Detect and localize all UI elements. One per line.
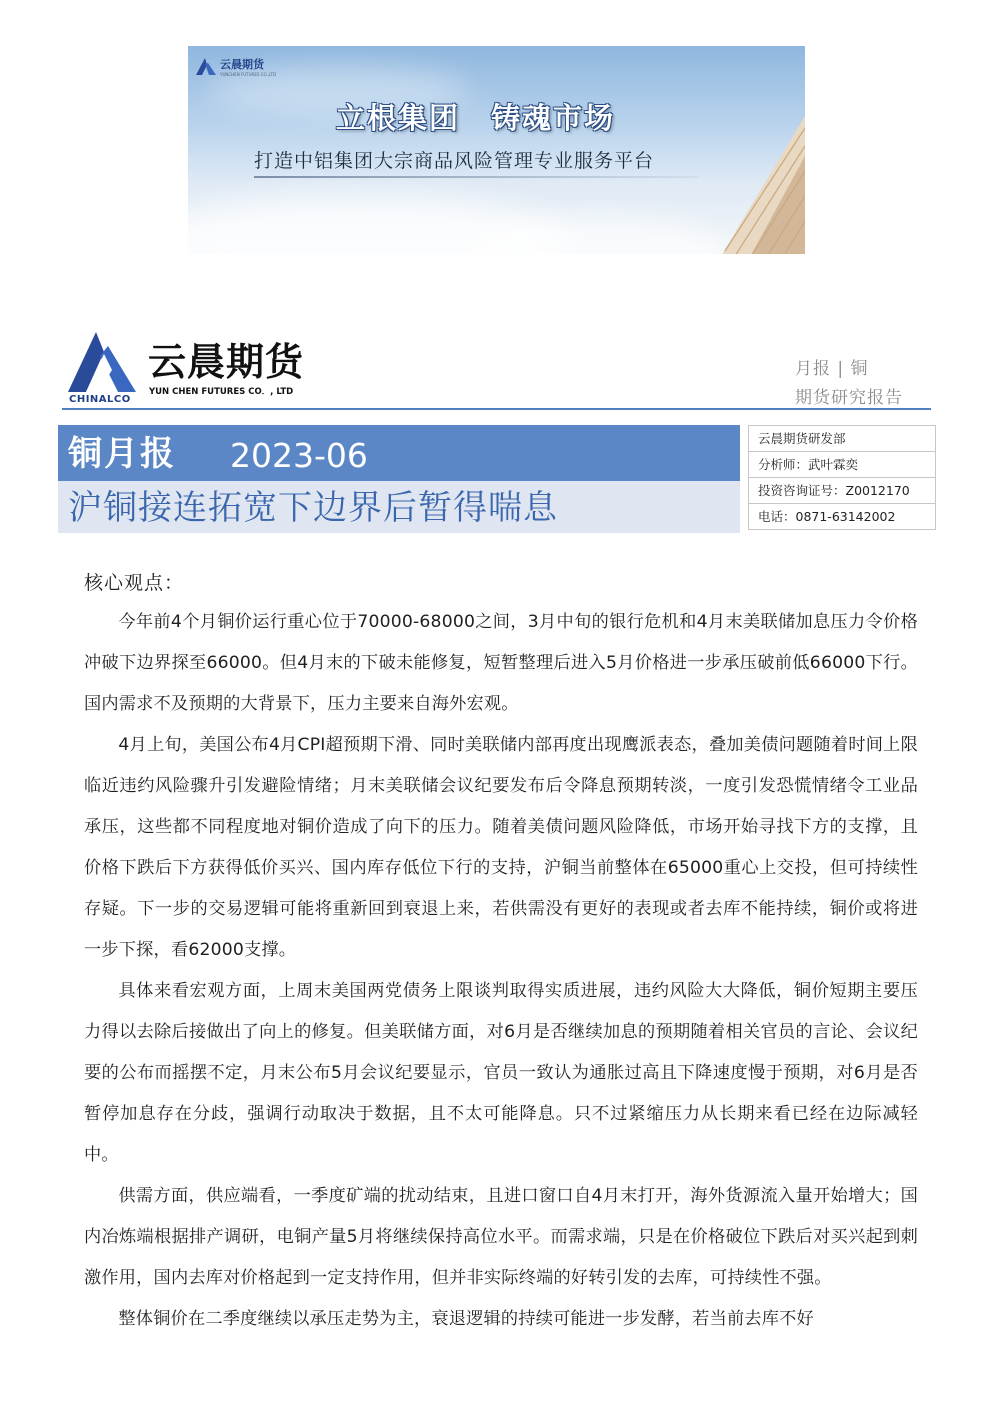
header-divider — [62, 408, 931, 410]
body-paragraph: 4月上旬，美国公布4月CPI超预期下滑、同时美联储内部再度出现鹰派表态，叠加美债问题随着时间上限临近违约风险骤升引发避险情绪；月末美联储会议纪要发布后令降息预期转淡，一度引发恐慌情绪令工业品承压，这些都不同程度地对铜价造成了向下的压力。随着美债问题风险降低，市场开始寻找下方的支撑，且价格下跌后下方获得低价买兴、国内库存低位下行的支持，沪铜当前整体在65000重心上交投，但可持续性存疑。下一步的交易逻辑可能将重新回到衰退上来，若供需没有更好的表现或者去库不能持续，铜价或将进一步下探，看62000支撑。 — [84, 735, 918, 960]
banner-subtitle: 打造中铝集团大宗商品风险管理专业服务平台 — [254, 150, 655, 172]
license-number: 投资咨询证号：Z0012170 — [749, 478, 935, 504]
body-paragraph: 具体来看宏观方面，上周末美国两党债务上限谈判取得实质进展，违约风险大大降低，铜价短期主要压力得以去除后接做出了向上的修复。但美联储方面，对6月是否继续加息的预期随着相关官员的言论、会议纪要的公布而摇摆不定，月末公布5月会议纪要显示，官员一致认为通胀过高且下降速度慢于预期，对6月是否暂停加息存在分歧，强调行动取决于数据，且不太可能降息。只不过紧缩压力从长期来看已经在边际减轻中。 — [84, 981, 918, 1165]
banner-logo-text: 云晨期货 — [220, 58, 264, 71]
banner-logo — [196, 56, 276, 77]
logo-english-text: CHINALCO — [69, 394, 131, 405]
report-title: 铜月报 — [68, 434, 176, 474]
body-paragraph: 整体铜价在二季度继续以承压走势为主，衰退逻辑的持续可能进一步发酵，若当前去库不好 — [118, 1309, 814, 1329]
report-type: 月报 | 铜 — [795, 359, 869, 379]
analyst-info-box — [748, 425, 936, 530]
body-paragraph: 供需方面，供应端看，一季度矿端的扰动结束，且进口窗口自4月末打开，海外货源流入量开始增大；国内冶炼端根据排产调研，电铜产量5月将继续保持高位水平。而需求端，只是在价格破位下跌后对买兴起到刺激作用，国内去库对价格起到一定支持作用，但并非实际终端的好转引发的去库，可持续性不强。 — [84, 1186, 918, 1288]
core-view-heading: 核心观点： — [84, 572, 185, 594]
analyst-name: 分析师：武叶霖奕 — [749, 452, 935, 478]
report-category: 期货研究报告 — [795, 388, 903, 408]
report-subtitle: 沪铜接连拓宽下边界后暂得喘息 — [68, 488, 558, 528]
phone-number: 电话：0871-63142002 — [758, 509, 896, 524]
top-banner — [188, 46, 805, 254]
report-body — [84, 602, 918, 1358]
company-name-en: YUN CHEN FUTURES CO．, LTD — [149, 387, 294, 397]
banner-underline — [254, 176, 699, 178]
chinalco-logo-icon — [196, 58, 216, 75]
body-paragraph: 今年前4个月铜价运行重心位于70000-68000之间，3月中旬的银行危机和4月末美联储加息压力令价格冲破下边界探至66000。但4月末的下破未能修复，短暂整理后进入5月价格进一步承压破前低66000下行。国内需求不及预期的大背景下，压力主要来自海外宏观。 — [84, 612, 918, 714]
banner-slogan: 立根集团 铸魂市场 — [335, 101, 615, 135]
research-dept: 云晨期货研发部 — [749, 426, 935, 452]
report-date: 2023-06 — [230, 436, 368, 475]
company-name-cn: 云晨期货 — [148, 340, 305, 384]
banner-logo-subtext: YUNCHEN FUTURES CO.,LTD — [220, 72, 277, 77]
